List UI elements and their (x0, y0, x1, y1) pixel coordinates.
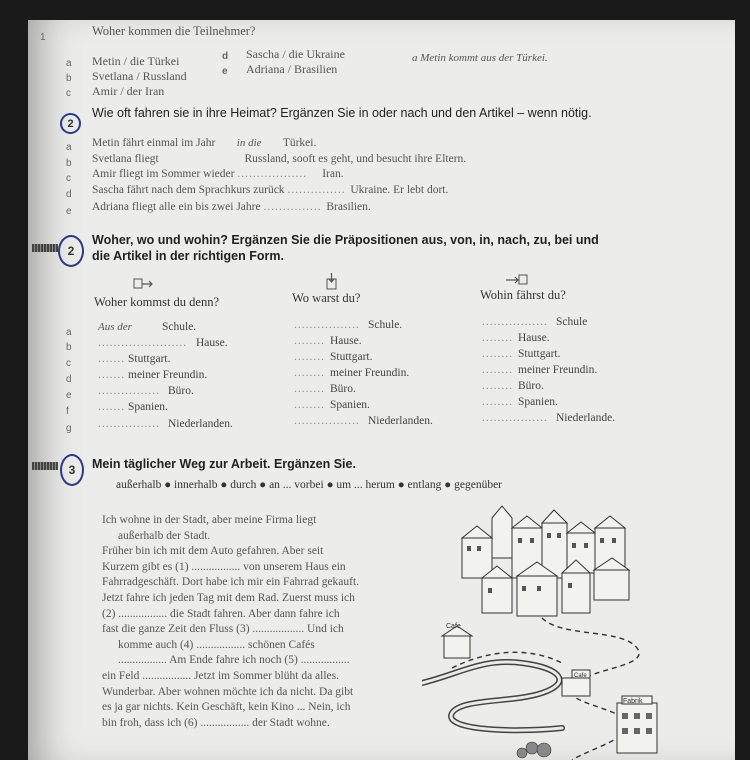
factory-label: Fabrik (623, 698, 643, 705)
freq-item: Amir fliegt im Sommer wieder .................. Iran. (92, 168, 344, 180)
column-header-woher: Woher kommst du denn? (94, 295, 220, 309)
prep-cell: ....... Spanien. (98, 401, 168, 413)
prep-cell: ....... meiner Freundin. (98, 369, 208, 381)
task-prep-title-1: Woher, wo und wohin? Ergänzen Sie die Präpositionen aus, von, in, nach, zu, bei und (92, 233, 599, 247)
item-letter: e (66, 206, 72, 217)
task-1-number: 1 (40, 32, 46, 43)
town-map-illustration (422, 498, 662, 760)
item-letter: g (66, 423, 72, 434)
arrow-in-icon (504, 273, 530, 287)
item-text: Adriana / Brasilien (246, 62, 338, 76)
item-letter: a (66, 58, 72, 69)
item-letter: f (66, 406, 69, 417)
arrow-out-icon (132, 277, 156, 291)
river (422, 662, 562, 730)
prep-cell: ........ Büro. (482, 380, 544, 392)
item-letter: c (66, 358, 71, 369)
handwritten-example: a Metin kommt aus der Türkei. (412, 52, 548, 64)
task-number-circle: 2 (60, 113, 81, 134)
preposition-options: außerhalb ● innerhalb ● durch ● an ... vorbei ● um ... herum ● entlang ● gegenüber (116, 479, 503, 491)
prep-cell: ........ meiner Freundin. (294, 367, 410, 379)
section-marker (32, 244, 58, 252)
prep-cell: ....... Stuttgart. (98, 353, 171, 365)
freq-item: Metin fährt einmal im Jahr in die Türkei. (92, 137, 317, 149)
item-letter: a (66, 142, 72, 153)
prep-cell: ........ Hause. (482, 332, 550, 344)
prep-cell: ................. Niederlanden. (294, 415, 433, 427)
prep-cell: ................ Büro. (98, 385, 194, 397)
story-text: Ich wohne in der Stadt, aber meine Firma liegt außerhalb der Stadt. Früher bin ich mit dem Auto gefahren. Aber seit Kurzem gibt es (1) ................. von unserem Haus ein Fahrradgeschäft. Dort habe ich mir ein Fahrrad gekauft. Jetzt fahre ich jeden Tag mit dem Rad. Zuerst muss ich (2) ................. die Stadt fahren. Aber dann fahre ich fast die ganze Zeit den Fluss (3) .................. Und ich komme auch (4) ................. schönen Cafés ................. Am Ende fahre ich noch (5) ................. ein Feld ................. Jetzt im Sommer blüht da alles. Wunderbar. Aber wohnen möchte ich da nicht. Da gibt es ja gar nichts. Kein Geschäft, kein Kino ... Nein, ich bin froh, dass ich (6) ................. der Stadt wohne. (102, 514, 360, 729)
item-text: Svetlana / Russland (92, 69, 187, 83)
location-in-icon (324, 272, 340, 292)
item-text: Amir / der Iran (92, 84, 165, 98)
prep-cell: ................ Niederlanden. (98, 418, 233, 430)
task-number-circle: 2 (58, 235, 84, 267)
item-letter: b (66, 158, 72, 169)
item-letter: c (66, 88, 71, 99)
task-freq-title: Wie oft fahren sie in ihre Heimat? Ergänzen Sie in oder nach und den Artikel – wenn nötig. (92, 106, 592, 120)
column-header-wo: Wo warst du? (292, 291, 361, 305)
prep-cell: ........ Stuttgart. (482, 348, 561, 360)
task-prep-title-2: die Artikel in der richtigen Form. (92, 249, 284, 263)
item-letter: b (66, 342, 72, 353)
cafe-label: Cafe (574, 673, 587, 679)
item-letter: e (66, 390, 72, 401)
prep-cell: ........ Spanien. (482, 396, 558, 408)
task-way-title: Mein täglicher Weg zur Arbeit. Ergänzen Sie. (92, 457, 356, 471)
workbook-page (28, 20, 735, 760)
prep-cell: ........ Spanien. (294, 399, 370, 411)
cafe-label: Cafe (446, 623, 461, 630)
tower-building (492, 506, 512, 558)
prep-cell: ................. Niederlande. (482, 412, 616, 424)
column-header-wohin: Wohin fährst du? (480, 288, 566, 302)
prep-cell: ........ Hause. (294, 335, 362, 347)
prep-cell: ....................... Hause. (98, 337, 228, 349)
item-letter: a (66, 327, 72, 338)
item-letter: d (66, 189, 72, 200)
item-text: Sascha / die Ukraine (246, 47, 345, 61)
prep-cell: ........ meiner Freundin. (482, 364, 598, 376)
prep-cell: ................. Schule (482, 316, 588, 328)
prep-cell: Aus der Schule. (98, 321, 197, 333)
freq-item: Sascha fährt nach dem Sprachkurs zurück ............... Ukraine. Er lebt dort. (92, 184, 449, 196)
item-letter: d (66, 374, 72, 385)
item-letter: c (66, 173, 71, 184)
section-marker (32, 462, 58, 470)
task-1-title: Woher kommen die Teilnehmer? (92, 24, 256, 38)
freq-item: Svetlana fliegt Russland, sooft es geht, und besucht ihre Eltern. (92, 153, 467, 165)
item-letter: b (66, 73, 72, 84)
item-letter: e (222, 66, 228, 77)
item-text: Metin / die Türkei (92, 54, 180, 68)
item-letter: d (222, 51, 229, 62)
prep-cell: ........ Stuttgart. (294, 351, 373, 363)
prep-cell: ........ Büro. (294, 383, 356, 395)
freq-item: Adriana fliegt alle ein bis zwei Jahre ............... Brasilien. (92, 201, 371, 213)
task-number-circle: 3 (60, 454, 84, 486)
prep-cell: ................. Schule. (294, 319, 403, 331)
